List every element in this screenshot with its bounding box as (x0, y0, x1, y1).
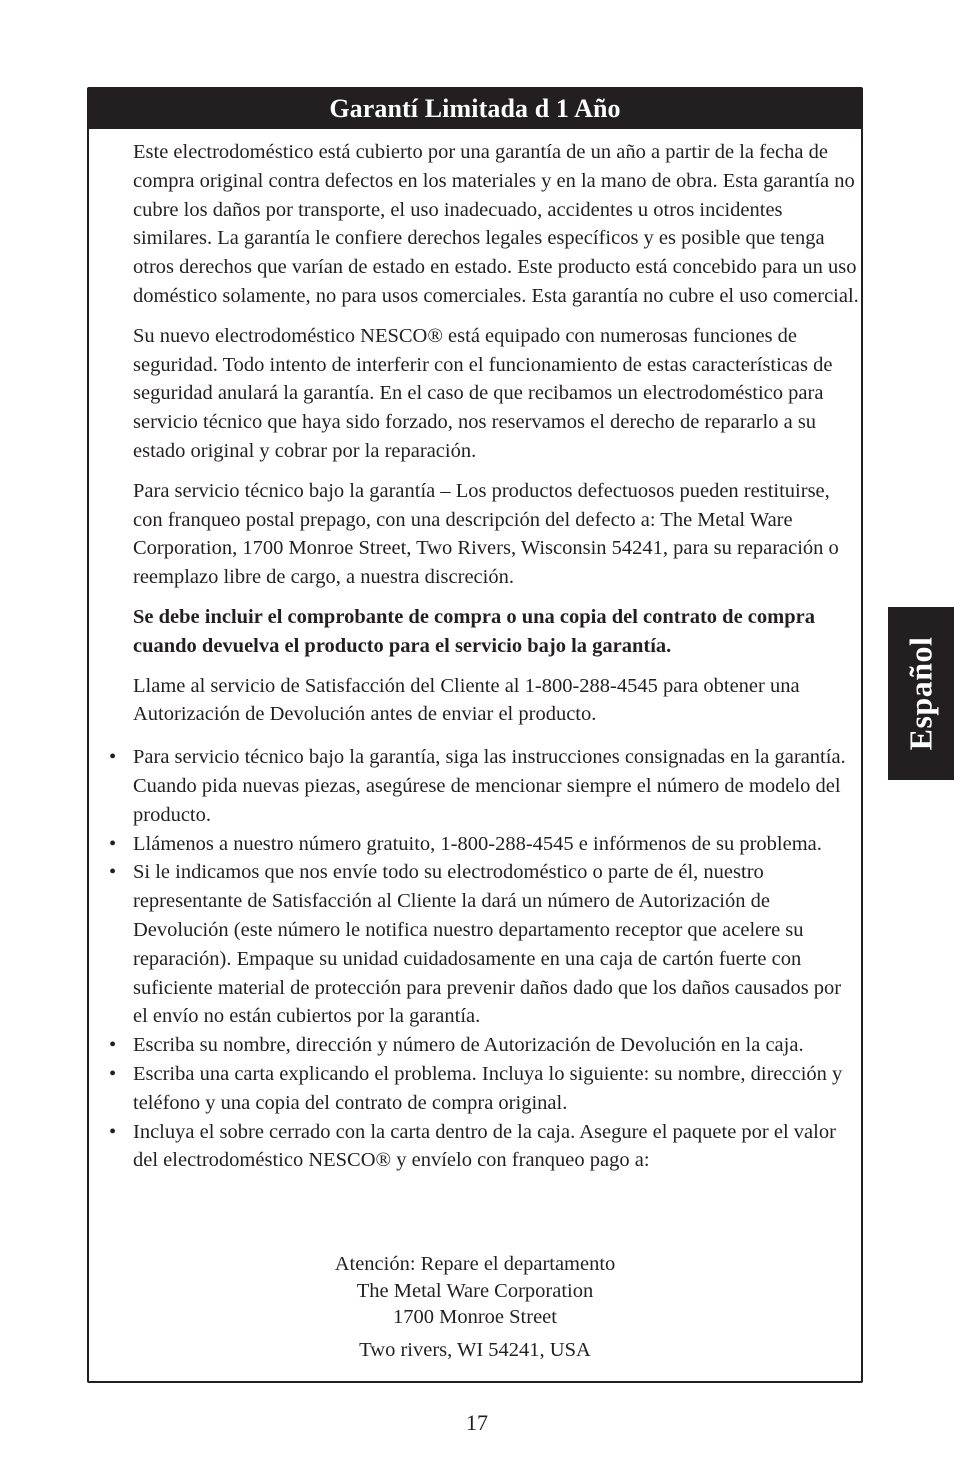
bullet-glyph: • (109, 1034, 117, 1057)
list-item-text: Si le indicamos que nos envíe todo su electrodoméstico o parte de él, nuestro representante de Satisfacción al Cliente la dará un número de Autorización de Devolución (este número le notifica nuestro departamento receptor que acelere su reparación). Empaque su unidad cuidadosamente en una caja de cartón fuerte con suficiente material de protección para prevenir daños dado que los daños causados por el envío no están cubiertos por la garantía. (133, 861, 842, 1028)
list-item (109, 1060, 859, 1118)
bullet-glyph: • (109, 832, 117, 855)
list-item (109, 1031, 859, 1060)
warranty-title: Garantí Limitada d 1 Año (329, 94, 621, 123)
warranty-header-bar (89, 89, 861, 129)
list-item-text: Incluya el sobre cerrado con la carta dentro de la caja. Asegure el paquete por el valor del electrodoméstico NESCO® y envíelo con franqueo pago a: (133, 1120, 836, 1172)
list-item-text: Escriba una carta explicando el problema. Incluya lo siguiente: su nombre, dirección y teléfono y una copia del contrato de compra original. (133, 1062, 843, 1114)
address-city-line: Two rivers, WI 54241, USA (359, 1338, 591, 1361)
list-item-text: Llámenos a nuestro número gratuito, 1-800-288-4545 e infórmenos de su problema. (133, 832, 822, 855)
bullet-glyph: • (109, 1062, 117, 1085)
paragraph-coverage: Este electrodoméstico está cubierto por una garantía de un año a partir de la fecha de compra original contra defectos en los materiales y en la mano de obra. Esta garantía no cubre los daños por transporte, el uso inadecuado, accidentes u otros incidentes similares. La garantía le confiere derechos legales específicos y es posible que tenga otros derechos que varían de estado en estado. Este producto está concebido para un uso doméstico solamente, no para usos comerciales. Esta garantía no cubre el uso comercial. (133, 141, 859, 307)
warranty-content (109, 138, 859, 1175)
bullet-glyph: • (109, 861, 117, 884)
list-item (109, 830, 859, 859)
bullet-glyph: • (109, 746, 117, 769)
list-item (109, 1118, 859, 1176)
page-number: 17 (466, 1410, 488, 1435)
list-item (109, 858, 859, 1031)
language-tab (888, 607, 954, 780)
mailing-address (89, 1251, 861, 1363)
list-item (109, 743, 859, 829)
paragraph-safety: Su nuevo electrodoméstico NESCO® está equipado con numerosas funciones de seguridad. Todo intento de interferir con el funcionamiento de estas características de seguridad anulará la garantía. En el caso de que recibamos un electrodoméstico para servicio técnico que haya sido forzado, nos reservamos el derecho de repararlo a su estado original y cobrar por la reparación. (133, 324, 833, 462)
address-street-line: 1700 Monroe Street (393, 1306, 557, 1328)
paragraph-proof-of-purchase: Se debe incluir el comprobante de compra o una copia del contrato de compra cuando devuelva el producto para el servicio bajo la garantía. (133, 605, 815, 657)
warranty-box (87, 87, 863, 1383)
paragraph-service: Para servicio técnico bajo la garantía – Los productos defectuosos pueden restituirse, con franqueo postal prepago, con una descripción del defecto a: The Metal Ware Corporation, 1700 Monroe Street, Two Rivers, Wisconsin 54241, para su reparación o reemplazo libre de cargo, a nuestra discreción. (133, 479, 839, 589)
instructions-list (109, 743, 859, 1175)
list-item-text: Escriba su nombre, dirección y número de Autorización de Devolución en la caja. (133, 1034, 804, 1057)
list-item-text: Para servicio técnico bajo la garantía, siga las instrucciones consignadas en la garantía. Cuando pida nuevas piezas, asegúrese de mencionar siempre el número de modelo del producto. (133, 746, 846, 826)
language-tab-label: Español (902, 636, 939, 751)
bullet-glyph: • (109, 1120, 117, 1143)
address-company-line: The Metal Ware Corporation (356, 1279, 594, 1302)
paragraph-call-service: Llame al servicio de Satisfacción del Cliente al 1-800-288-4545 para obtener una Autorización de Devolución antes de enviar el producto. (133, 674, 800, 726)
address-attention-line: Atención: Repare el departamento (334, 1253, 616, 1275)
